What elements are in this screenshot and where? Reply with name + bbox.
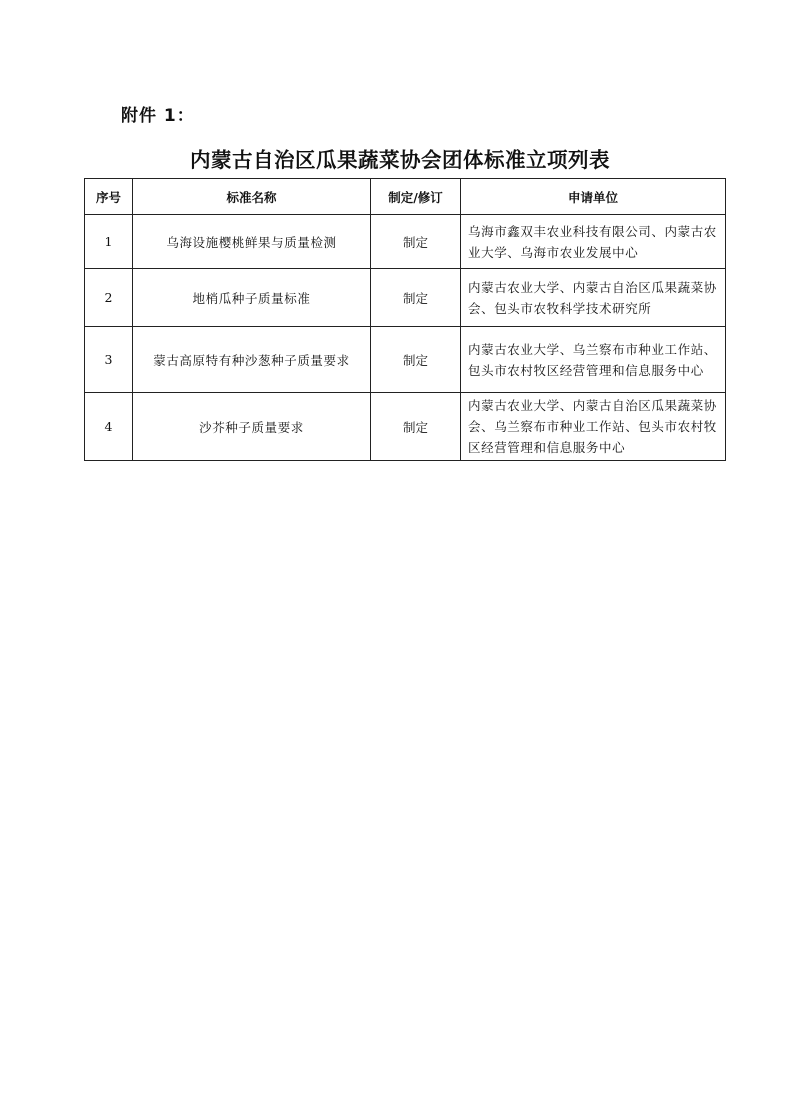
table-row	[85, 269, 726, 327]
standard-name: 地梢瓜种子质量标准	[133, 269, 371, 327]
standard-type: 制定	[371, 393, 461, 461]
attachment-label: 附件 1：	[121, 106, 195, 126]
row-number: 3	[85, 327, 133, 393]
table-row	[85, 327, 726, 393]
applicant-units: 乌海市鑫双丰农业科技有限公司、内蒙古农业大学、乌海市农业发展中心	[461, 215, 726, 269]
table-row	[85, 215, 726, 269]
standard-type: 制定	[371, 215, 461, 269]
column-header-units: 申请单位	[461, 179, 726, 215]
column-header-no: 序号	[85, 179, 133, 215]
table-header-row	[85, 179, 726, 215]
applicant-units: 内蒙古农业大学、内蒙古自治区瓜果蔬菜协会、乌兰察布市种业工作站、包头市农村牧区经营管理和信息服务中心	[461, 393, 726, 461]
row-number: 1	[85, 215, 133, 269]
table-row	[85, 393, 726, 461]
standard-name: 蒙古高原特有种沙葱种子质量要求	[133, 327, 371, 393]
standard-type: 制定	[371, 327, 461, 393]
standard-name: 乌海设施樱桃鲜果与质量检测	[133, 215, 371, 269]
row-number: 2	[85, 269, 133, 327]
applicant-units: 内蒙古农业大学、内蒙古自治区瓜果蔬菜协会、包头市农牧科学技术研究所	[461, 269, 726, 327]
column-header-name: 标准名称	[133, 179, 371, 215]
applicant-units: 内蒙古农业大学、乌兰察布市种业工作站、包头市农村牧区经营管理和信息服务中心	[461, 327, 726, 393]
standards-table	[84, 178, 726, 461]
row-number: 4	[85, 393, 133, 461]
standard-type: 制定	[371, 269, 461, 327]
page-title: 内蒙古自治区瓜果蔬菜协会团体标准立项列表	[190, 148, 610, 172]
column-header-type: 制定/修订	[371, 179, 461, 215]
standard-name: 沙芥种子质量要求	[133, 393, 371, 461]
